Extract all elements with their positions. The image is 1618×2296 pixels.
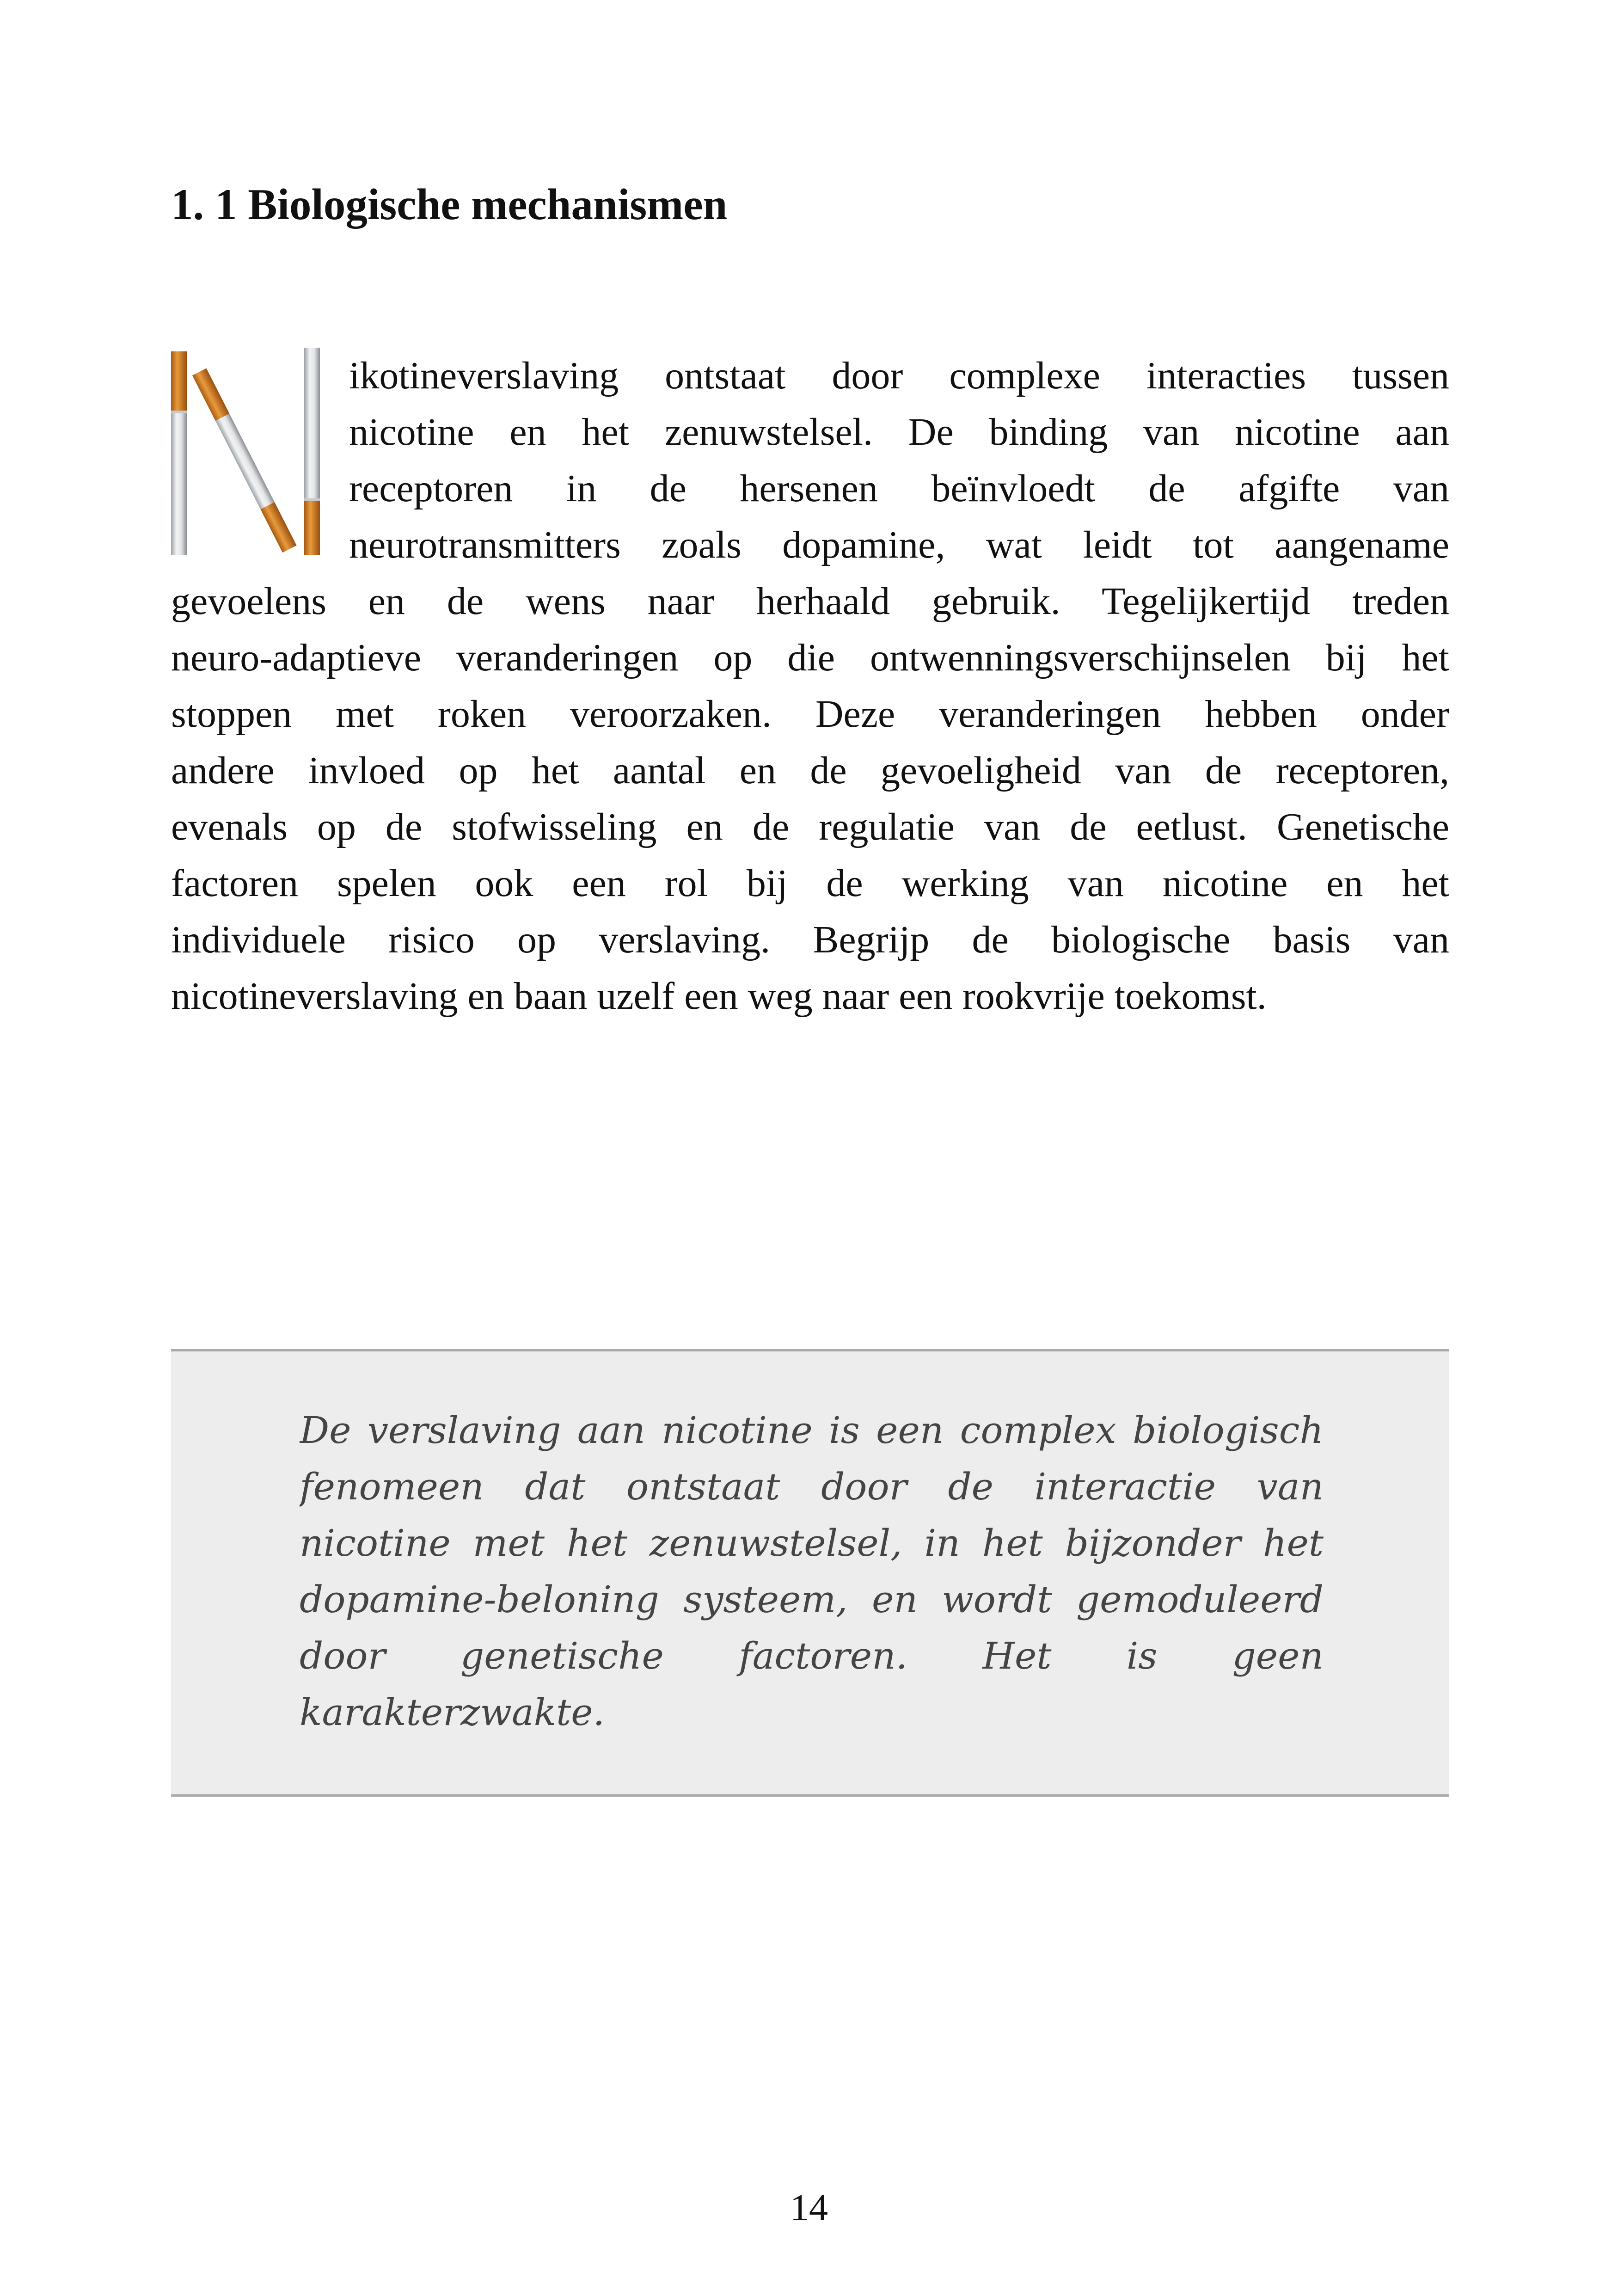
body-line: nicotineverslaving en baan uzelf een weg naar een rookvrije toekomst. [171,975,1267,1018]
callout-line: nicotine met het zenuwstelsel, in het bijzonder het [300,1522,1324,1565]
quote-callout-box [171,1349,1449,1797]
callout-line: door genetische factoren. Het is geen [300,1634,1324,1677]
body-line: neuro-adaptieve veranderingen op die ontwenningsverschijnselen bij het [171,636,1449,679]
callout-line: dopamine-beloning systeem, en wordt gemoduleerd [300,1578,1324,1621]
body-line: receptoren in de hersenen beïnvloedt de afgifte van [349,467,1449,510]
section-heading: 1. 1 Biologische mechanismen [171,180,728,229]
callout-text [300,1402,1324,1741]
body-line: evenals op de stofwisseling en de regulatie van de eetlust. Genetische [171,805,1449,848]
body-line: neurotransmitters zoals dopamine, wat leidt tot aangename [349,523,1449,566]
page-number: 14 [790,2186,828,2228]
body-line: gevoelens en de wens naar herhaald gebruik. Tegelijkertijd treden [171,580,1449,623]
body-line: factoren spelen ook een rol bij de werking van nicotine en het [171,862,1449,905]
callout-line: fenomeen dat ontstaat door de interactie van [300,1465,1324,1508]
body-line: individuele risico op verslaving. Begrijp de biologische basis van [171,918,1449,961]
body-paragraph [171,348,1449,1025]
body-line: andere invloed op het aantal en de gevoeligheid van de receptoren, [171,749,1449,792]
callout-line: De verslaving aan nicotine is een complex biologisch [300,1409,1324,1452]
body-line: ikotineverslaving ontstaat door complexe interacties tussen [349,354,1449,397]
body-line: nicotine en het zenuwstelsel. De binding van nicotine aan [349,411,1449,454]
body-line: stoppen met roken veroorzaken. Deze veranderingen hebben onder [171,693,1449,736]
callout-line: karakterzwakte. [300,1691,605,1734]
